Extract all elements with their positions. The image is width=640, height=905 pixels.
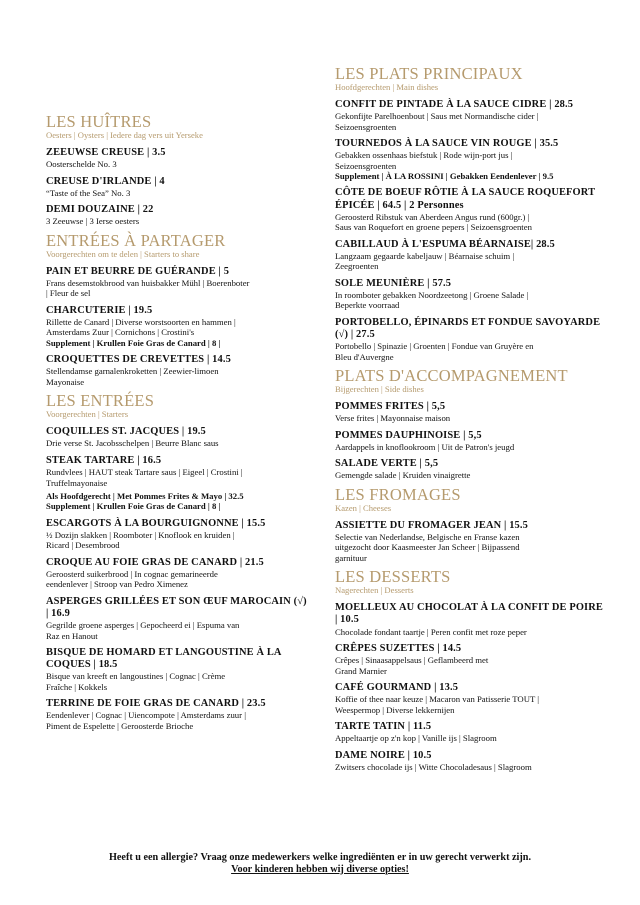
menu-item-description: Saus van Roquefort en groene pepers | Seizoensgroenten — [335, 222, 532, 233]
menu-item-name: CREUSE D'IRLANDE | 4 — [46, 175, 165, 187]
menu-item — [46, 204, 308, 227]
section-les-entrees — [46, 393, 308, 731]
menu-item-description: Aardappels in knoflookroom | Uit de Patron's jeugd — [335, 441, 515, 452]
menu-item-name: CÔTE DE BOEUF RÔTIE À LA SAUCE ROQUEFORT ÉPICÉE | 64.5 | 2 Personnes — [335, 187, 595, 211]
menu-item-description: Gebakken ossenhaas biefstuk | Rode wijn-port jus | — [335, 150, 513, 161]
section-subtitle: Voorgerechten | Starters — [46, 409, 129, 420]
menu-item-description: Stellendamse garnalenkroketten | Zeewier-limoen — [46, 366, 219, 377]
menu-item-name: COQUILLES ST. JACQUES | 19.5 — [46, 426, 206, 438]
menu-item-name: TERRINE DE FOIE GRAS DE CANARD | 23.5 — [46, 698, 266, 710]
kids-options-notice: Voor kinderen hebben wij diverse opties! — [231, 864, 409, 875]
menu-item-description: Portobello | Spinazie | Groenten | Fondue van Gruyère en — [335, 341, 534, 352]
menu-item-description: Weespermop | Diverse lekkernijen — [335, 704, 455, 715]
menu-item-description: ½ Dozijn slakken | Roomboter | Knoflook en kruiden | — [46, 529, 235, 540]
menu-item — [46, 596, 308, 641]
menu-item-description: Bleu d'Auvergne — [335, 351, 394, 362]
section-title: LES PLATS PRINCIPAUX — [335, 64, 523, 83]
menu-item-description: Appeltaartje op z'n kop | Vanille ijs | Slagroom — [335, 733, 497, 744]
menu-item-name: SALADE VERTE | 5,5 — [335, 458, 439, 470]
menu-item-name: BISQUE DE HOMARD ET LANGOUSTINE À LA COQUES | 18.5 — [46, 646, 282, 671]
menu-item-description: Raz en Hanout — [46, 630, 98, 641]
menu-item — [46, 698, 308, 731]
menu-item-description: Amsterdams Zuur | Cornichons | Crostini's — [46, 327, 195, 338]
menu-item-description: garnituur — [335, 552, 367, 563]
section-subtitle: Voorgerechten om te delen | Starters to share — [46, 248, 200, 259]
menu-item — [335, 99, 607, 132]
menu-item-description: | Fleur de sel — [46, 288, 91, 299]
menu-item-description: Beperkte voorraad — [335, 300, 400, 311]
menu-item-description: Chocolade fondant taartje | Peren confit met roze peper — [335, 626, 527, 637]
menu-item-supplement: Supplement | À LA ROSSINI | Gebakken Eendenlever | 9.5 — [335, 171, 554, 182]
menu-item-description: Eendenlever | Cognac | Uiencompote | Amsterdams zuur | — [46, 710, 246, 721]
menu-item — [335, 682, 607, 715]
menu-item-name: MOELLEUX AU CHOCOLAT À LA CONFIT DE POIRE | 10.5 — [335, 602, 603, 626]
menu-item-name: CONFIT DE PINTADE À LA SAUCE CIDRE | 28.5 — [335, 99, 574, 110]
menu-item — [335, 317, 607, 362]
menu-item — [335, 602, 607, 637]
menu-item-name: PAIN ET BEURRE DE GUÉRANDE | 5 — [46, 265, 230, 277]
section-subtitle: Nagerechten | Desserts — [335, 585, 414, 596]
menu-item — [335, 430, 607, 453]
menu-item-description: Zeegroenten — [335, 261, 379, 272]
section-subtitle: Kazen | Cheeses — [335, 502, 392, 513]
menu-item — [46, 266, 308, 299]
menu-item-name: PORTOBELLO, ÉPINARDS ET FONDUE SAVOYARDE (√) | 27.5 — [335, 316, 601, 340]
menu-item-description: In roomboter gebakken Noordzeetong | Groene Salade | — [335, 289, 529, 300]
menu-item-name: DAME NOIRE | 10.5 — [335, 749, 432, 761]
menu-item — [46, 518, 308, 551]
menu-item-name: ZEEUWSE CREUSE | 3.5 — [46, 147, 166, 158]
menu-item-description: Mayonaise — [46, 376, 85, 387]
section-title: LES DESSERTS — [335, 567, 451, 587]
allergy-notice: Heeft u een allergie? Vraag onze medewerkers welke ingrediënten er in uw gerecht verwerkt zijn. — [108, 852, 531, 863]
section-title: ENTRÉES À PARTAGER — [46, 230, 226, 250]
menu-item-description: Seizoensgroenten — [335, 121, 397, 132]
menu-item-description: Gekonfijte Parelhoenbout | Saus met Normandische cider | — [335, 111, 539, 122]
menu-item-supplement: Als Hoofdgerecht | Met Pommes Frites & Mayo | 32.5 — [46, 490, 244, 501]
menu-item-name: POMMES FRITES | 5,5 — [335, 400, 446, 412]
menu-item-name: STEAK TARTARE | 16.5 — [46, 454, 162, 466]
menu-item-name: DEMI DOUZAINE | 22 — [46, 204, 154, 216]
left-column — [46, 114, 308, 737]
menu-item — [335, 721, 607, 744]
menu-item-description: Selectie van Nederlandse, Belgische en Franse kazen — [335, 531, 520, 542]
menu-item-description: eendenlever | Stroop van Pedro Ximenez — [46, 579, 188, 590]
menu-item-description: Ricard | Desembrood — [46, 540, 120, 551]
menu-item-name: ASSIETTE DU FROMAGER JEAN | 15.5 — [335, 519, 528, 531]
menu-item-description: Geroosterd suikerbrood | In cognac gemarineerde — [46, 568, 218, 579]
menu-item-description: Koffie of thee naar keuze | Macaron van Patisserie TOUT | — [335, 694, 540, 705]
menu-item — [335, 458, 607, 481]
menu-item-name: CROQUE AU FOIE GRAS DE CANARD | 21.5 — [46, 556, 264, 568]
section-entrees-a-partager — [46, 230, 308, 387]
menu-item — [335, 187, 607, 232]
menu-item — [46, 147, 308, 170]
menu-item-description: Rundvlees | HAUT steak Tartare saus | Eigeel | Crostini | — [46, 467, 243, 478]
menu-item-description: 3 Zeeuwse | 3 Ierse oesters — [46, 216, 140, 227]
menu-item-description: Rillette de Canard | Diverse worstsoorten en hammen | — [46, 317, 236, 328]
section-les-plats-principaux — [335, 66, 607, 362]
menu-item-description: Frans desemstokbrood van huisbakker Mühl | Boerenboter — [46, 278, 250, 289]
menu-item-description: Drie verse St. Jacobsschelpen | Beurre Blanc saus — [46, 438, 219, 449]
menu-item-name: ASPERGES GRILLÉES ET SON ŒUF MAROCAIN (√) | 16.9 — [46, 595, 307, 619]
menu-item — [46, 354, 308, 387]
menu-item-description: Grand Marnier — [335, 665, 387, 676]
footer — [0, 852, 640, 876]
menu-item-description: Piment de Espelette | Geroosterde Brioche — [46, 720, 194, 731]
section-subtitle: Hoofdgerechten | Main dishes — [335, 82, 439, 92]
menu-item-description: Oosterschelde No. 3 — [46, 159, 117, 170]
right-column — [335, 66, 607, 778]
section-subtitle: Oesters | Oysters | Iedere dag vers uit Yerseke — [46, 130, 203, 140]
menu-item — [46, 557, 308, 590]
menu-item — [46, 176, 308, 199]
menu-item-name: CRÊPES SUZETTES | 14.5 — [335, 642, 462, 654]
menu-item-description: Gegrilde groene asperges | Gepocheerd ei | Espuma van — [46, 620, 240, 631]
menu-item-name: TARTE TATIN | 11.5 — [335, 721, 432, 732]
menu-item — [335, 401, 607, 424]
menu-item — [335, 643, 607, 676]
menu-item-description: Bisque van kreeft en langoustines | Cognac | Crème — [46, 671, 226, 682]
menu-item — [335, 520, 607, 563]
menu-item-name: CABILLAUD À L'ESPUMA BÉARNAISE| 28.5 — [335, 238, 555, 250]
section-les-fromages — [335, 484, 607, 563]
menu-item — [46, 305, 308, 348]
menu-item — [335, 239, 607, 272]
menu-item-name: TOURNEDOS À LA SAUCE VIN ROUGE | 35.5 — [335, 138, 559, 150]
menu-item-description: Verse frites | Mayonnaise maison — [335, 413, 451, 424]
menu-item — [335, 138, 607, 181]
menu-item-name: CAFÉ GOURMAND | 13.5 — [335, 681, 459, 693]
section-title: PLATS D'ACCOMPAGNEMENT — [335, 365, 568, 385]
menu-item-name: CROQUETTES DE CREVETTES | 14.5 — [46, 354, 231, 366]
menu-item-description: “Taste of the Sea” No. 3 — [46, 187, 131, 198]
menu-item-name: POMMES DAUPHINOISE | 5,5 — [335, 429, 482, 441]
menu-item — [335, 750, 607, 773]
menu-item-description: Seizoensgroenten — [335, 160, 397, 171]
section-plats-d-accompagnement — [335, 365, 607, 481]
section-title: LES FROMAGES — [335, 484, 461, 504]
menu-item-description: uitgezocht door Kaasmeester Jan Scheer | Bijpassend — [335, 542, 520, 553]
menu-item-description: Fraîche | Kokkels — [46, 681, 108, 692]
menu-item — [46, 455, 308, 512]
menu-item-name: ESCARGOTS À LA BOURGUIGNONNE | 15.5 — [46, 517, 266, 529]
section-les-desserts — [335, 569, 607, 772]
section-title: LES ENTRÉES — [46, 391, 155, 411]
menu-item — [46, 426, 308, 449]
menu-item — [46, 647, 308, 692]
menu-item-description: Geroosterd Ribstuk van Aberdeen Angus rund (600gr.) | — [335, 211, 530, 222]
menu-item-description: Crêpes | Sinaasappelsaus | Geflambeerd met — [335, 655, 489, 666]
section-subtitle: Bijgerechten | Side dishes — [335, 383, 424, 394]
section-les-huitres — [46, 114, 308, 227]
menu-item-supplement: Supplement | Krullen Foie Gras de Canard | 8 | — [46, 501, 221, 512]
menu-item-supplement: Supplement | Krullen Foie Gras de Canard | 8 | — [46, 337, 221, 348]
menu-item-name: CHARCUTERIE | 19.5 — [46, 304, 153, 316]
menu-item-name: SOLE MEUNIÈRE | 57.5 — [335, 277, 452, 289]
menu-item-description: Langzaam gegaarde kabeljauw | Béarnaise schuim | — [335, 250, 515, 261]
menu-item-description: Truffelmayonaise — [46, 477, 108, 488]
menu-item-description: Zwitsers chocolade ijs | Witte Chocoladesaus | Slagroom — [335, 761, 532, 772]
menu-item-description: Gemengde salade | Kruiden vinaigrette — [335, 470, 471, 481]
section-title: LES HUÎTRES — [46, 112, 152, 131]
menu-item — [335, 278, 607, 311]
